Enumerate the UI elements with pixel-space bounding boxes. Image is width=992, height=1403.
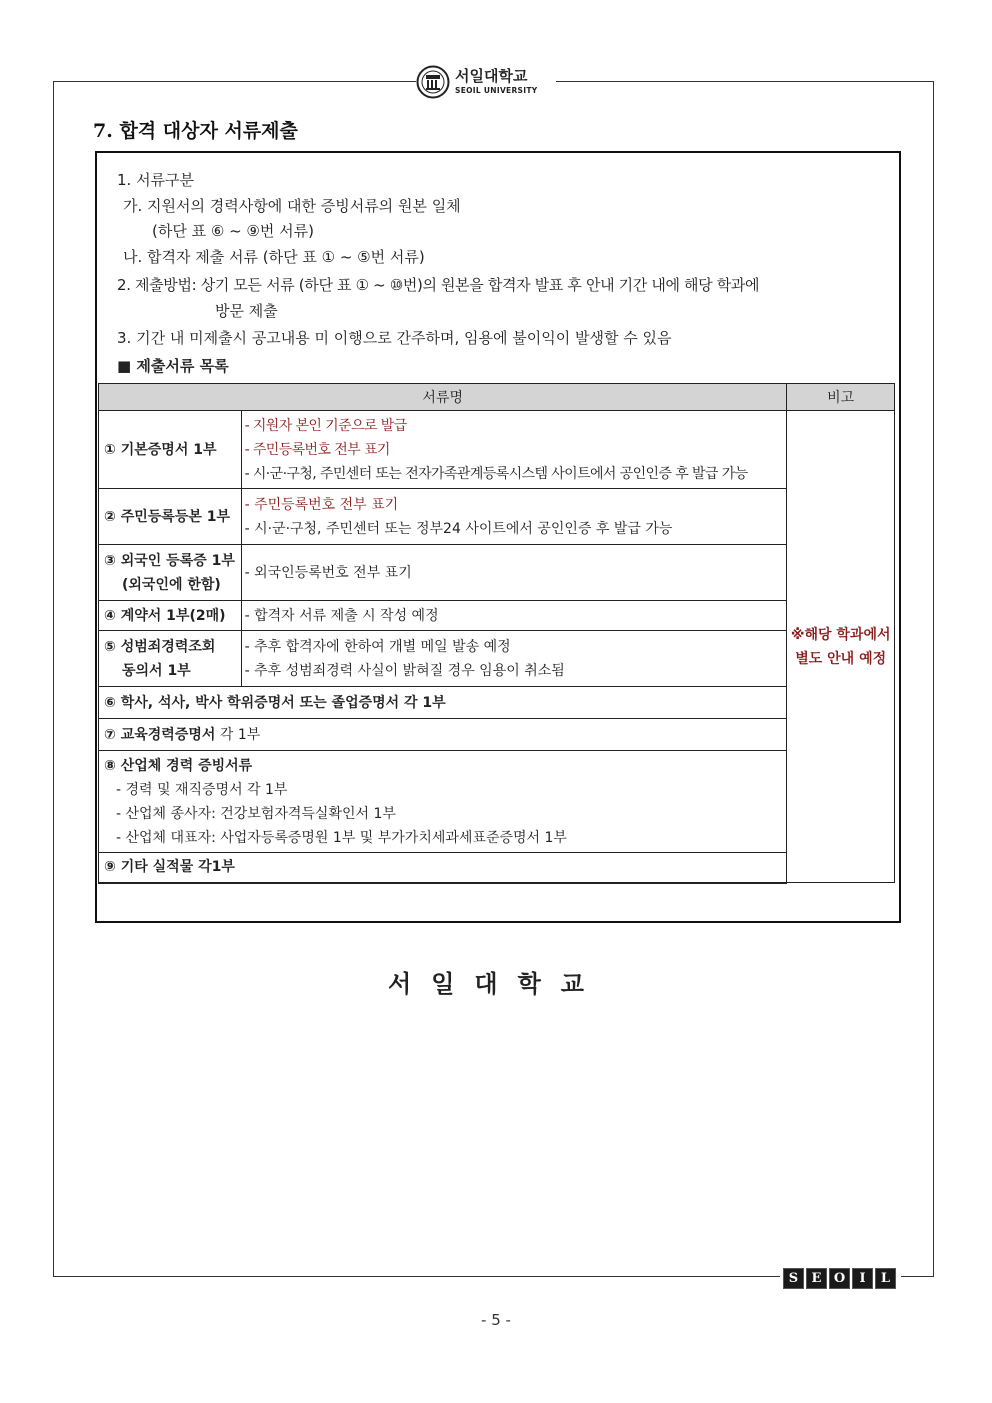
page-number: - 5 - <box>481 1311 511 1329</box>
brand-letter: O <box>829 1268 850 1289</box>
brand-letter: S <box>783 1268 804 1289</box>
logo-korean-name: 서일대학교 <box>455 67 528 86</box>
requirement-item: - 주민등록번호 전부 표기 <box>244 441 390 458</box>
instruction-line: 1. 서류구분 <box>117 171 195 189</box>
requirement-item: - 추후 합격자에 한하여 개별 메일 발송 예정 <box>244 638 511 655</box>
header-document-name: 서류명 <box>99 384 787 411</box>
document-name: ⑧ 산업체 경력 증빙서류 <box>104 757 253 774</box>
table-row <box>99 545 895 601</box>
table-row <box>99 687 895 719</box>
instruction-line: 나. 합격자 제출 서류 (하단 표 ① ~ ⑤번 서류) <box>123 248 425 266</box>
instruction-line: (하단 표 ⑥ ~ ⑨번 서류) <box>152 222 314 240</box>
requirement-item: - 외국인등록번호 전부 표기 <box>244 564 412 581</box>
note-cell: ※해당 학과에서 별도 안내 예정 <box>787 411 895 883</box>
requirement-item: - 주민등록번호 전부 표기 <box>244 496 399 513</box>
document-name: ⑤ 성범죄경력조회 <box>104 638 216 655</box>
requirement-item: - 합격자 서류 제출 시 작성 예정 <box>244 607 439 624</box>
table-row <box>99 631 895 687</box>
document-name-sub: 동의서 1부 <box>122 662 191 679</box>
brand-letter: L <box>875 1268 896 1289</box>
table-row <box>99 853 895 883</box>
document-name: ⑥ 학사, 석사, 박사 학위증명서 또는 졸업증명서 각 1부 <box>99 687 787 719</box>
requirement-item: - 시·군·구청, 주민센터 또는 전자가족관계등록시스템 사이트에서 공인인증 후 발급 가능 <box>244 465 748 482</box>
university-logo <box>416 64 556 100</box>
document-name: ④ 계약서 1부(2매) <box>99 601 242 631</box>
footer-university-name <box>0 964 992 999</box>
table-row <box>99 751 895 853</box>
document-name: ① 기본증명서 1부 <box>99 411 242 489</box>
document-name <box>99 719 787 751</box>
requirement-item: - 산업체 대표자: 사업자등록증명원 1부 및 부가가치세과세표준증명서 1부 <box>116 829 567 846</box>
section-title: 7. 합격 대상자 서류제출 <box>93 120 298 142</box>
table-row <box>99 489 895 545</box>
instruction-line: 2. 제출방법: 상기 모든 서류 (하단 표 ① ~ ⑩번)의 원본을 합격자 발표 후 안내 기간 내에 해당 학과에 <box>117 276 760 294</box>
table-header-row <box>99 384 895 411</box>
requirement-item: - 추후 성범죄경력 사실이 밝혀질 경우 임용이 취소됨 <box>244 662 565 679</box>
logo-english-name: SEOIL UNIVERSITY <box>455 86 538 96</box>
document-list-heading: ■ 제출서류 목록 <box>117 357 229 375</box>
instruction-line: 3. 기간 내 미제출시 공고내용 미 이행으로 간주하며, 임용에 불이익이 발생할 수 있음 <box>117 329 672 347</box>
document-quantity: 각 1부 <box>215 726 261 743</box>
footer-university-text: 서일대학교 <box>388 969 604 998</box>
brand-letter: E <box>806 1268 827 1289</box>
seoil-brand-mark <box>780 1268 901 1289</box>
requirement-item: - 경력 및 재직증명서 각 1부 <box>116 781 288 798</box>
table-row <box>99 719 895 751</box>
documents-table <box>98 383 895 884</box>
requirement-item: - 산업체 종사자: 건강보험자격득실확인서 1부 <box>116 805 396 822</box>
document-name-bold: ⑦ 교육경력증명서 <box>104 726 216 743</box>
table-row <box>99 601 895 631</box>
requirement-item: - 시·군·구청, 주민센터 또는 정부24 사이트에서 공인인증 후 발급 가능 <box>244 520 673 537</box>
document-name: ③ 외국인 등록증 1부 <box>104 552 235 569</box>
university-emblem-icon <box>416 65 450 99</box>
header-note: 비고 <box>787 384 895 411</box>
document-name: ⑨ 기타 실적물 각1부 <box>99 853 787 883</box>
instruction-line: 방문 제출 <box>215 302 278 320</box>
table-row <box>99 411 895 489</box>
instruction-line: 가. 지원서의 경력사항에 대한 증빙서류의 원본 일체 <box>123 197 461 215</box>
brand-letter: I <box>852 1268 873 1289</box>
document-name-sub: (외국인에 한함) <box>122 576 221 593</box>
requirement-item: - 지원자 본인 기준으로 발급 <box>244 417 407 434</box>
document-name: ② 주민등록등본 1부 <box>99 489 242 545</box>
